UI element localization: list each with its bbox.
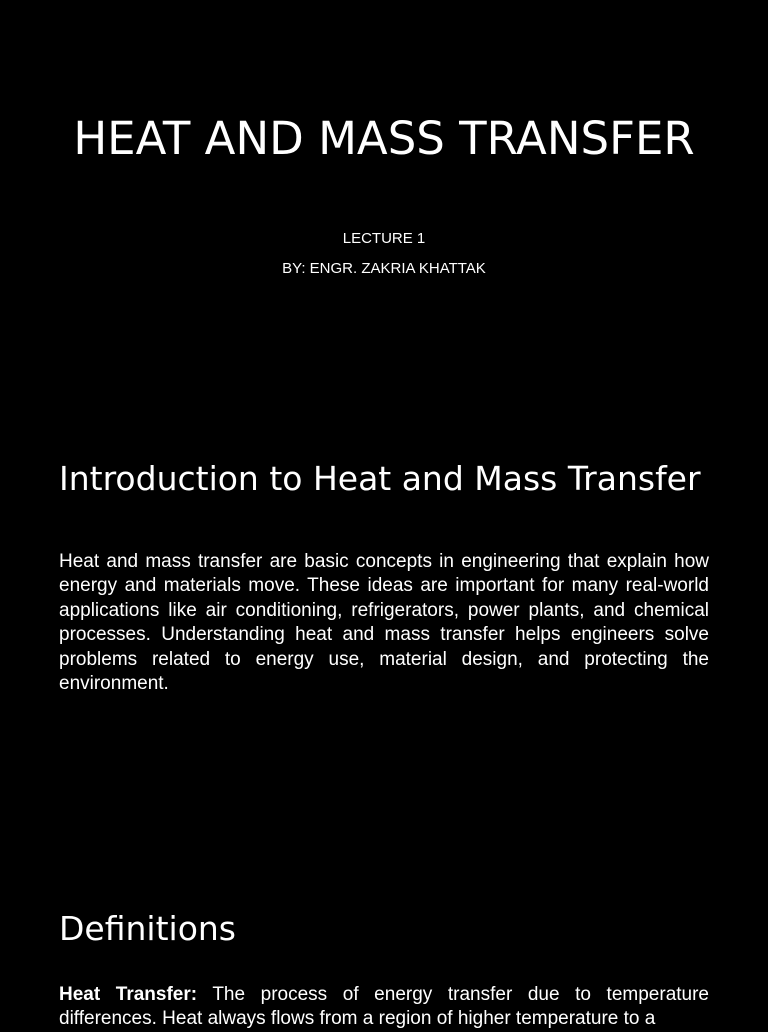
- title-slide: [0, 0, 768, 432]
- introduction-heading: Introduction to Heat and Mass Transfer: [59, 459, 701, 498]
- heat-transfer-definition-text: The process of energy transfer due to temperature differences. Heat always flows from a region of higher temperature to a: [59, 984, 710, 1030]
- lecture-number: LECTURE 1: [342, 230, 426, 247]
- introduction-paragraph: Heat and mass transfer are basic concepts in engineering that explain how energy and materials move. These ideas are important for many real-world applications like air conditioning, refrigerators, power plants, and chemical processes. Understanding heat and mass transfer helps engineers solve problems related to energy use, material design, and protecting the environment.: [59, 551, 709, 695]
- heat-transfer-definition: [59, 983, 709, 1032]
- definitions-heading: Definitions: [59, 909, 236, 948]
- introduction-slide: [0, 432, 768, 864]
- presentation-title: HEAT AND MASS TRANSFER: [73, 112, 695, 165]
- definitions-slide: [0, 864, 768, 1030]
- heat-transfer-term: Heat Transfer:: [59, 984, 198, 1005]
- author-line: BY: ENGR. ZAKRIA KHATTAK: [282, 260, 486, 277]
